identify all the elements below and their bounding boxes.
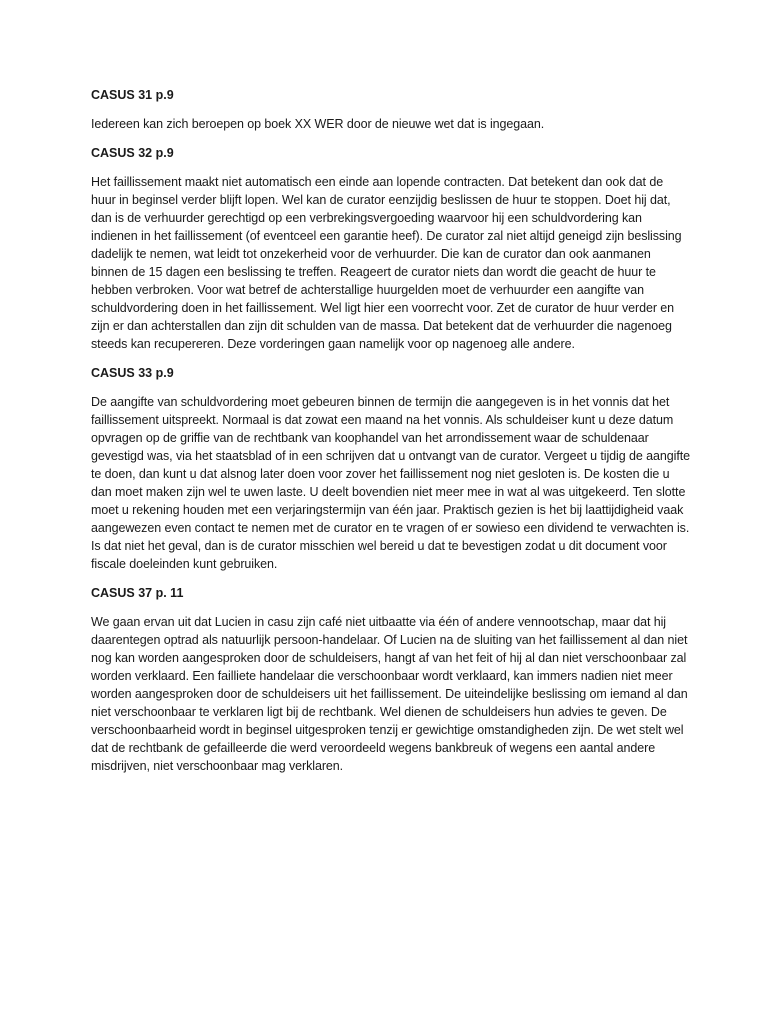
document-page	[91, 86, 691, 786]
section-paragraph: Het faillissement maakt niet automatisch een einde aan lopende contracten. Dat betekent dan ook dat de huur in beginsel verder blijft lopen. Wel kan de curator eenzijdig beslissen de huur te stoppen. Doet hij dat, dan is de verhuurder gerechtigd op een verbrekingsvergoeding waarvoor hij een schuldvordering kan indienen in het faillissement (of eventceel een garantie heef). De curator zal niet altijd geneigd zijn beslissing dadelijk te nemen, wat leidt tot onzekerheid voor de verhuurder. Die kan de curator dan ook aanmanen binnen de 15 dagen een beslissing te treffen. Reageert de curator niets dan wordt die geacht de huur te hebben verbroken. Voor wat betref de achterstallige huurgelden moet de verhuurder een aangifte van schuldvordering doen in het faillissement. Wel ligt hier een voorrecht voor. Zet de curator de huur verder en zijn er dan achterstallen dan zijn dit schulden van de massa. Dat betekent dat de verhuurder die nagenoeg steeds kan recupereren. Deze vorderingen gaan namelijk voor op nagenoeg alle andere.	[91, 175, 682, 351]
section-heading: CASUS 33 p.9	[91, 366, 174, 380]
section-paragraph: De aangifte van schuldvordering moet gebeuren binnen de termijn die aangegeven is in het vonnis dat het faillissement uitspreekt. Normaal is dat zowat een maand na het vonnis. Als schuldeiser kunt u deze datum opvragen op de griffie van de rechtbank van koophandel van het arrondissement waar de schuldenaar gevestigd was, via het staatsblad of in een schrijven dat u ontvangt van de curator. Vergeet u tijdig de aangifte te doen, dan kunt u dat alsnog later doen voor zover het faillissement nog niet gesloten is. De kosten die u dan moet maken zijn wel te uwen laste. U deelt bovendien niet meer mee in wat al was uitgekeerd. Ten slotte moet u rekening houden met een verjaringstermijn van één jaar. Praktisch gezien is het bij laattijdigheid vaak aangewezen even contact te nemen met de curator en te vragen of er sowieso een dividend te verwachten is. Is dat niet het geval, dan is de curator misschien wel bereid u dat te bevestigen zodat u dit document voor fiscale doeleinden kunt gebruiken.	[91, 395, 690, 571]
section-casus-33	[91, 364, 691, 573]
section-casus-37	[91, 584, 691, 775]
section-paragraph: We gaan ervan uit dat Lucien in casu zijn café niet uitbaatte via één of andere vennootschap, maar dat hij daarentegen optrad als natuurlijk persoon-handelaar. Of Lucien na de sluiting van het faillissement al dan niet nog kan worden aangesproken door de schuldeisers, hangt af van het feit of hij al dan niet verschoonbaar zal worden verklaard. Een failliete handelaar die verschoonbaar wordt verklaard, kan immers nadien niet meer worden aangesproken door de schuldeisers uit het faillissement. De uiteindelijke beslissing om iemand al dan niet verschoonbaar te verklaren ligt bij de rechtbank. Wel dienen de schuldeisers hun advies te geven. De verschoonbaarheid wordt in beginsel uitgesproken tenzij er gewichtige omstandigheden zijn. De wet stelt wel dat de rechtbank de gefailleerde die werd veroordeeld wegens bankbreuk of wegens een aantal andere misdrijven, niet verschoonbaar mag verklaren.	[91, 615, 688, 773]
section-casus-31	[91, 86, 691, 133]
section-paragraph: Iedereen kan zich beroepen op boek XX WER door de nieuwe wet dat is ingegaan.	[91, 117, 545, 131]
section-heading: CASUS 31 p.9	[91, 88, 174, 102]
section-heading: CASUS 37 p. 11	[91, 586, 184, 600]
section-heading: CASUS 32 p.9	[91, 146, 174, 160]
section-casus-32	[91, 144, 691, 353]
